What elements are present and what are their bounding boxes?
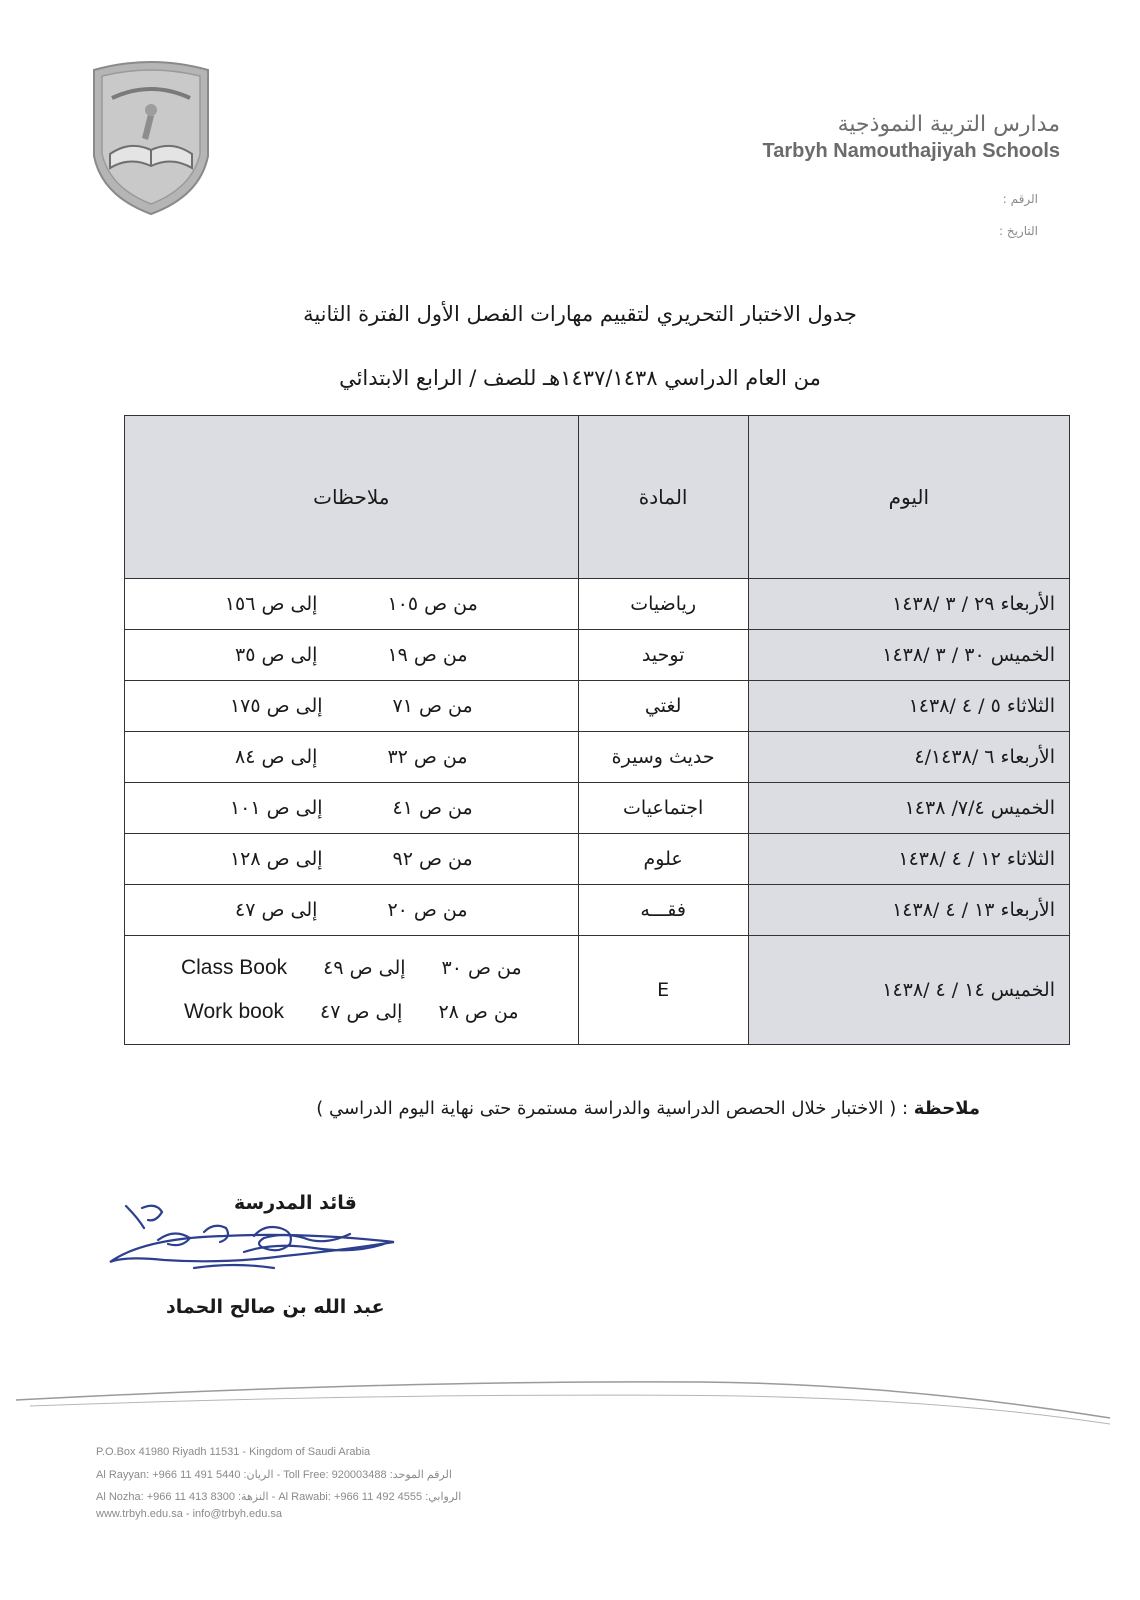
- ref-number-label: الرقم :: [1002, 192, 1038, 206]
- row-from-page: من ص ٣٠: [441, 957, 522, 979]
- row-to-page: إلى ص ٤٧: [320, 1001, 403, 1023]
- row-notes: [125, 834, 579, 885]
- row-subject: علوم: [578, 834, 748, 885]
- book-name: Work book: [184, 1000, 285, 1023]
- table-row: [125, 579, 1070, 630]
- row-to-page: إلى ص ١٢٨: [229, 848, 323, 870]
- row-to-page: إلى ص ٣٥: [235, 644, 318, 666]
- schedule-subtitle: من العام الدراسي ١٤٣٧/١٤٣٨هـ للصف / الرابع الابتدائي: [339, 366, 821, 390]
- row-from-page: من ص ٢٨: [438, 1001, 519, 1023]
- row-day: الأربعاء ٦ /٤/١٤٣٨: [748, 732, 1069, 783]
- row-from-page: من ص ١٩: [387, 644, 468, 666]
- row-subject: E: [578, 936, 748, 1045]
- row-from-page: من ص ٩٢: [392, 848, 473, 870]
- header-day: اليوم: [748, 416, 1069, 579]
- row-to-page: إلى ص ٨٤: [235, 746, 318, 768]
- brand-name-arabic: مدارس التربية النموذجية: [837, 112, 1060, 137]
- table-header-row: [125, 416, 1070, 579]
- row-day: الأربعاء ٢٩ / ٣ /١٤٣٨: [748, 579, 1069, 630]
- row-subject: اجتماعيات: [578, 783, 748, 834]
- book-name: Class Book: [180, 956, 288, 979]
- table-row: [125, 834, 1070, 885]
- row-notes: [125, 681, 579, 732]
- exam-schedule-table: [124, 415, 1070, 1045]
- school-crest-logo: [82, 58, 220, 218]
- footer-web-email: www.trbyh.edu.sa - info@trbyh.edu.sa: [96, 1508, 283, 1520]
- row-from-page: من ص ٣٢: [387, 746, 468, 768]
- row-from-page: من ص ٢٠: [387, 899, 468, 921]
- footer-address: P.O.Box 41980 Riyadh 11531 - Kingdom of Saudi Arabia: [96, 1446, 371, 1458]
- row-subject: لغتي: [578, 681, 748, 732]
- row-to-page: إلى ص ٤٩: [323, 957, 406, 979]
- row-day: الخميس ٧/٤/ ١٤٣٨: [748, 783, 1069, 834]
- note-text: : ( الاختبار خلال الحصص الدراسية والدراسة مستمرة حتى نهاية اليوم الدراسي ): [316, 1098, 914, 1119]
- schedule-title: جدول الاختبار التحريري لتقييم مهارات الفصل الأول الفترة الثانية: [303, 302, 857, 326]
- row-to-page: إلى ص ٤٧: [235, 899, 318, 921]
- table-row: [125, 630, 1070, 681]
- row-subject: فقـــه: [578, 885, 748, 936]
- table-row: [125, 681, 1070, 732]
- row-notes: [125, 579, 579, 630]
- row-notes: [125, 936, 579, 1045]
- row-subject: رياضيات: [578, 579, 748, 630]
- row-day: الثلاثاء ١٢ / ٤ /١٤٣٨: [748, 834, 1069, 885]
- row-to-page: إلى ص ١٠١: [229, 797, 323, 819]
- row-notes: [125, 630, 579, 681]
- row-day: الثلاثاء ٥ / ٤ /١٤٣٨: [748, 681, 1069, 732]
- table-row: [125, 885, 1070, 936]
- row-notes: [125, 732, 579, 783]
- header-subject: المادة: [578, 416, 748, 579]
- table-row-english: [125, 936, 1070, 1045]
- row-day: الخميس ١٤ / ٤ /١٤٣٨: [748, 936, 1069, 1045]
- note: [316, 1098, 980, 1119]
- table-row: [125, 732, 1070, 783]
- row-from-page: من ص ٤١: [392, 797, 473, 819]
- principal-title: قائد المدرسة: [234, 1192, 357, 1214]
- footer-phone-rayyan: Al Rayyan: +966 11 491 5440 :الريان - Toll Free: 920003488 :الرقم الموحد: [96, 1469, 452, 1481]
- table-row: [125, 783, 1070, 834]
- row-subject: حديث وسيرة: [578, 732, 748, 783]
- row-subject: توحيد: [578, 630, 748, 681]
- row-from-page: من ص ٧١: [392, 695, 473, 717]
- note-label: ملاحظة: [913, 1098, 980, 1119]
- row-from-page: من ص ١٠٥: [387, 593, 478, 615]
- row-to-page: إلى ص ١٥٦: [224, 593, 318, 615]
- ref-date-label: التاريخ :: [998, 224, 1038, 238]
- footer-phone-nozha: Al Nozha: +966 11 413 8300 :النزهة - Al Rawabi: +966 11 492 4555 :الروابي: [96, 1491, 462, 1503]
- row-notes: [125, 885, 579, 936]
- row-day: الخميس ٣٠ / ٣ /١٤٣٨: [748, 630, 1069, 681]
- row-day: الأربعاء ١٣ / ٤ /١٤٣٨: [748, 885, 1069, 936]
- row-notes: [125, 783, 579, 834]
- table-body: [125, 579, 1070, 1045]
- header-notes: ملاحظات: [125, 416, 579, 579]
- row-to-page: إلى ص ١٧٥: [229, 695, 323, 717]
- principal-name: عبد الله بن صالح الحماد: [166, 1296, 385, 1318]
- brand-name-english: Tarbyh Namouthajiyah Schools: [762, 140, 1060, 162]
